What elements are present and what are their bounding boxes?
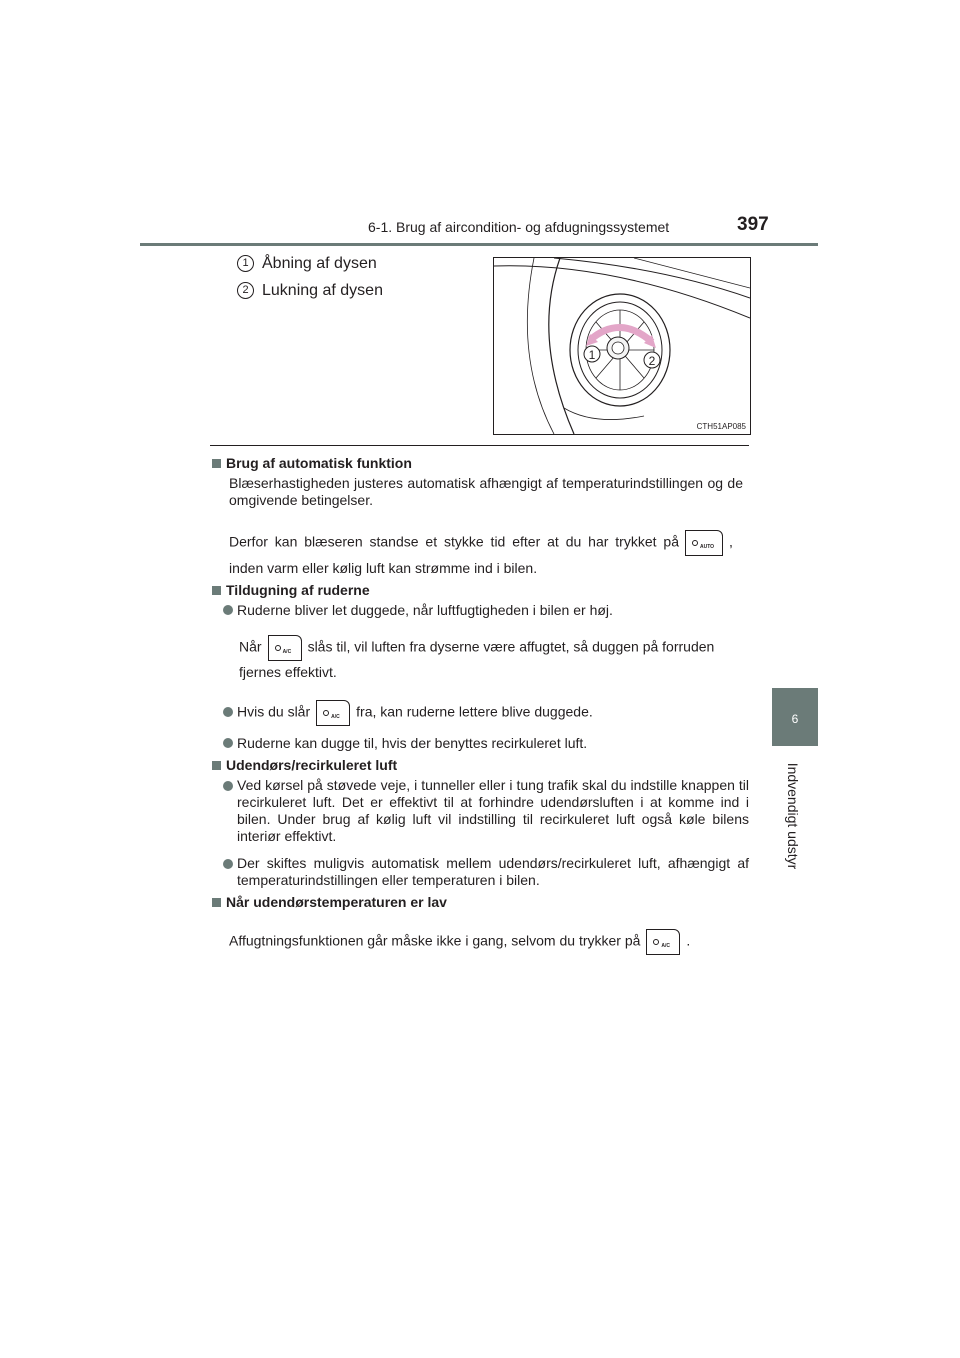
auto-mode-paragraph-3: inden varm eller kølig luft kan strømme ind i bilen. — [229, 560, 538, 576]
heading-auto-mode — [212, 455, 412, 471]
text-before-button: Affugtningsfunktionen går måske ikke i gang, selvom du trykker på — [229, 932, 641, 949]
button-label: A/C — [661, 943, 671, 949]
square-bullet-icon — [212, 898, 221, 907]
recirc-bullet-1 — [223, 777, 749, 845]
auto-mode-paragraph-2 — [229, 530, 759, 556]
text-after-button: slås til, vil luften fra dyserne være affugtet, så duggen på forruden — [307, 638, 715, 655]
heading-recirc — [212, 757, 397, 773]
callout-label: Lukning af dysen — [262, 282, 383, 299]
bullet-text: Ruderne bliver let duggede, når luftfugtigheden i bilen er høj. — [237, 602, 613, 618]
auto-mode-paragraph-1: Blæserhastigheden justeres automatisk afhængigt af temperaturindstillingen og de omgivende betingelser. — [229, 475, 743, 508]
defog-bullet-2 — [223, 700, 753, 726]
text-before-button: Når — [239, 638, 262, 655]
chapter-number: 6 — [791, 712, 799, 726]
square-bullet-icon — [212, 761, 221, 770]
defog-bullet-3 — [223, 735, 753, 752]
text-after-button: , — [728, 533, 733, 550]
callout-number: 2 — [237, 282, 254, 299]
text-after-button: fra, kan ruderne lettere blive duggede. — [356, 703, 593, 720]
ac-button-icon — [268, 635, 302, 661]
section-divider — [210, 445, 749, 446]
callout-label: Åbning af dysen — [262, 255, 377, 272]
bullet-text: Ved kørsel på støvede veje, i tunneller eller i tung trafik skal du indstille knappen til recirkuleret luft. Det er effektivt til at forhindre udendørsluften i at komme ind i bilen. Under brug af kølig luft vil indstilling til recirkuleret luft også køle bilens interiør effektivt. — [237, 777, 749, 844]
ac-button-icon — [316, 700, 350, 726]
figure-marker-1: 1 — [588, 348, 596, 362]
figure-code: CTH51AP085 — [696, 422, 746, 431]
square-bullet-icon — [212, 586, 221, 595]
defog-bullet-1-line-2: fjernes effektivt. — [239, 664, 337, 680]
chapter-label-container — [776, 756, 810, 876]
callout-2 — [237, 282, 383, 300]
heading-text: Udendørs/recirkuleret luft — [226, 757, 398, 773]
section-title: 6-1. Brug af aircondition- og afdugningssystemet — [368, 219, 670, 235]
defog-bullet-1 — [223, 602, 753, 619]
callout-number: 1 — [237, 255, 254, 272]
page-number: 397 — [737, 214, 769, 235]
heading-text: Brug af automatisk funktion — [226, 455, 412, 471]
heading-text: Når udendørstemperaturen er lav — [226, 894, 447, 910]
figure-marker-2: 2 — [648, 354, 656, 368]
round-bullet-icon — [223, 707, 233, 717]
header-rule — [140, 243, 818, 246]
text-after-button: . — [686, 932, 691, 949]
round-bullet-icon — [223, 781, 233, 791]
round-bullet-icon — [223, 859, 233, 869]
round-bullet-icon — [223, 605, 233, 615]
heading-defog — [212, 582, 370, 598]
vent-illustration — [493, 257, 751, 435]
ac-button-icon — [646, 929, 680, 955]
text-before-button: Hvis du slår — [237, 703, 311, 720]
auto-button-icon — [685, 530, 723, 556]
heading-low-temp — [212, 894, 447, 910]
text-before-button: Derfor kan blæseren standse et stykke tid efter at du har trykket på — [229, 533, 679, 550]
button-label: A/C — [331, 714, 340, 720]
recirc-bullet-2 — [223, 855, 749, 889]
heading-text: Tildugning af ruderne — [226, 582, 370, 598]
vent-drawing — [494, 258, 750, 434]
button-label: AUTO — [699, 544, 715, 550]
low-temp-paragraph — [229, 929, 759, 955]
button-label: A/C — [282, 649, 292, 655]
round-bullet-icon — [223, 738, 233, 748]
defog-bullet-1-continued — [239, 635, 759, 661]
chapter-label: Indvendigt udstyr — [785, 762, 801, 870]
callout-1 — [237, 255, 377, 273]
bullet-text: Ruderne kan dugge til, hvis der benyttes recirkuleret luft. — [237, 735, 588, 751]
square-bullet-icon — [212, 459, 221, 468]
bullet-text: Der skiftes muligvis automatisk mellem udendørs/recirkuleret luft, afhængigt af temperaturindstillingen eller temperaturen i bilen. — [237, 855, 749, 888]
